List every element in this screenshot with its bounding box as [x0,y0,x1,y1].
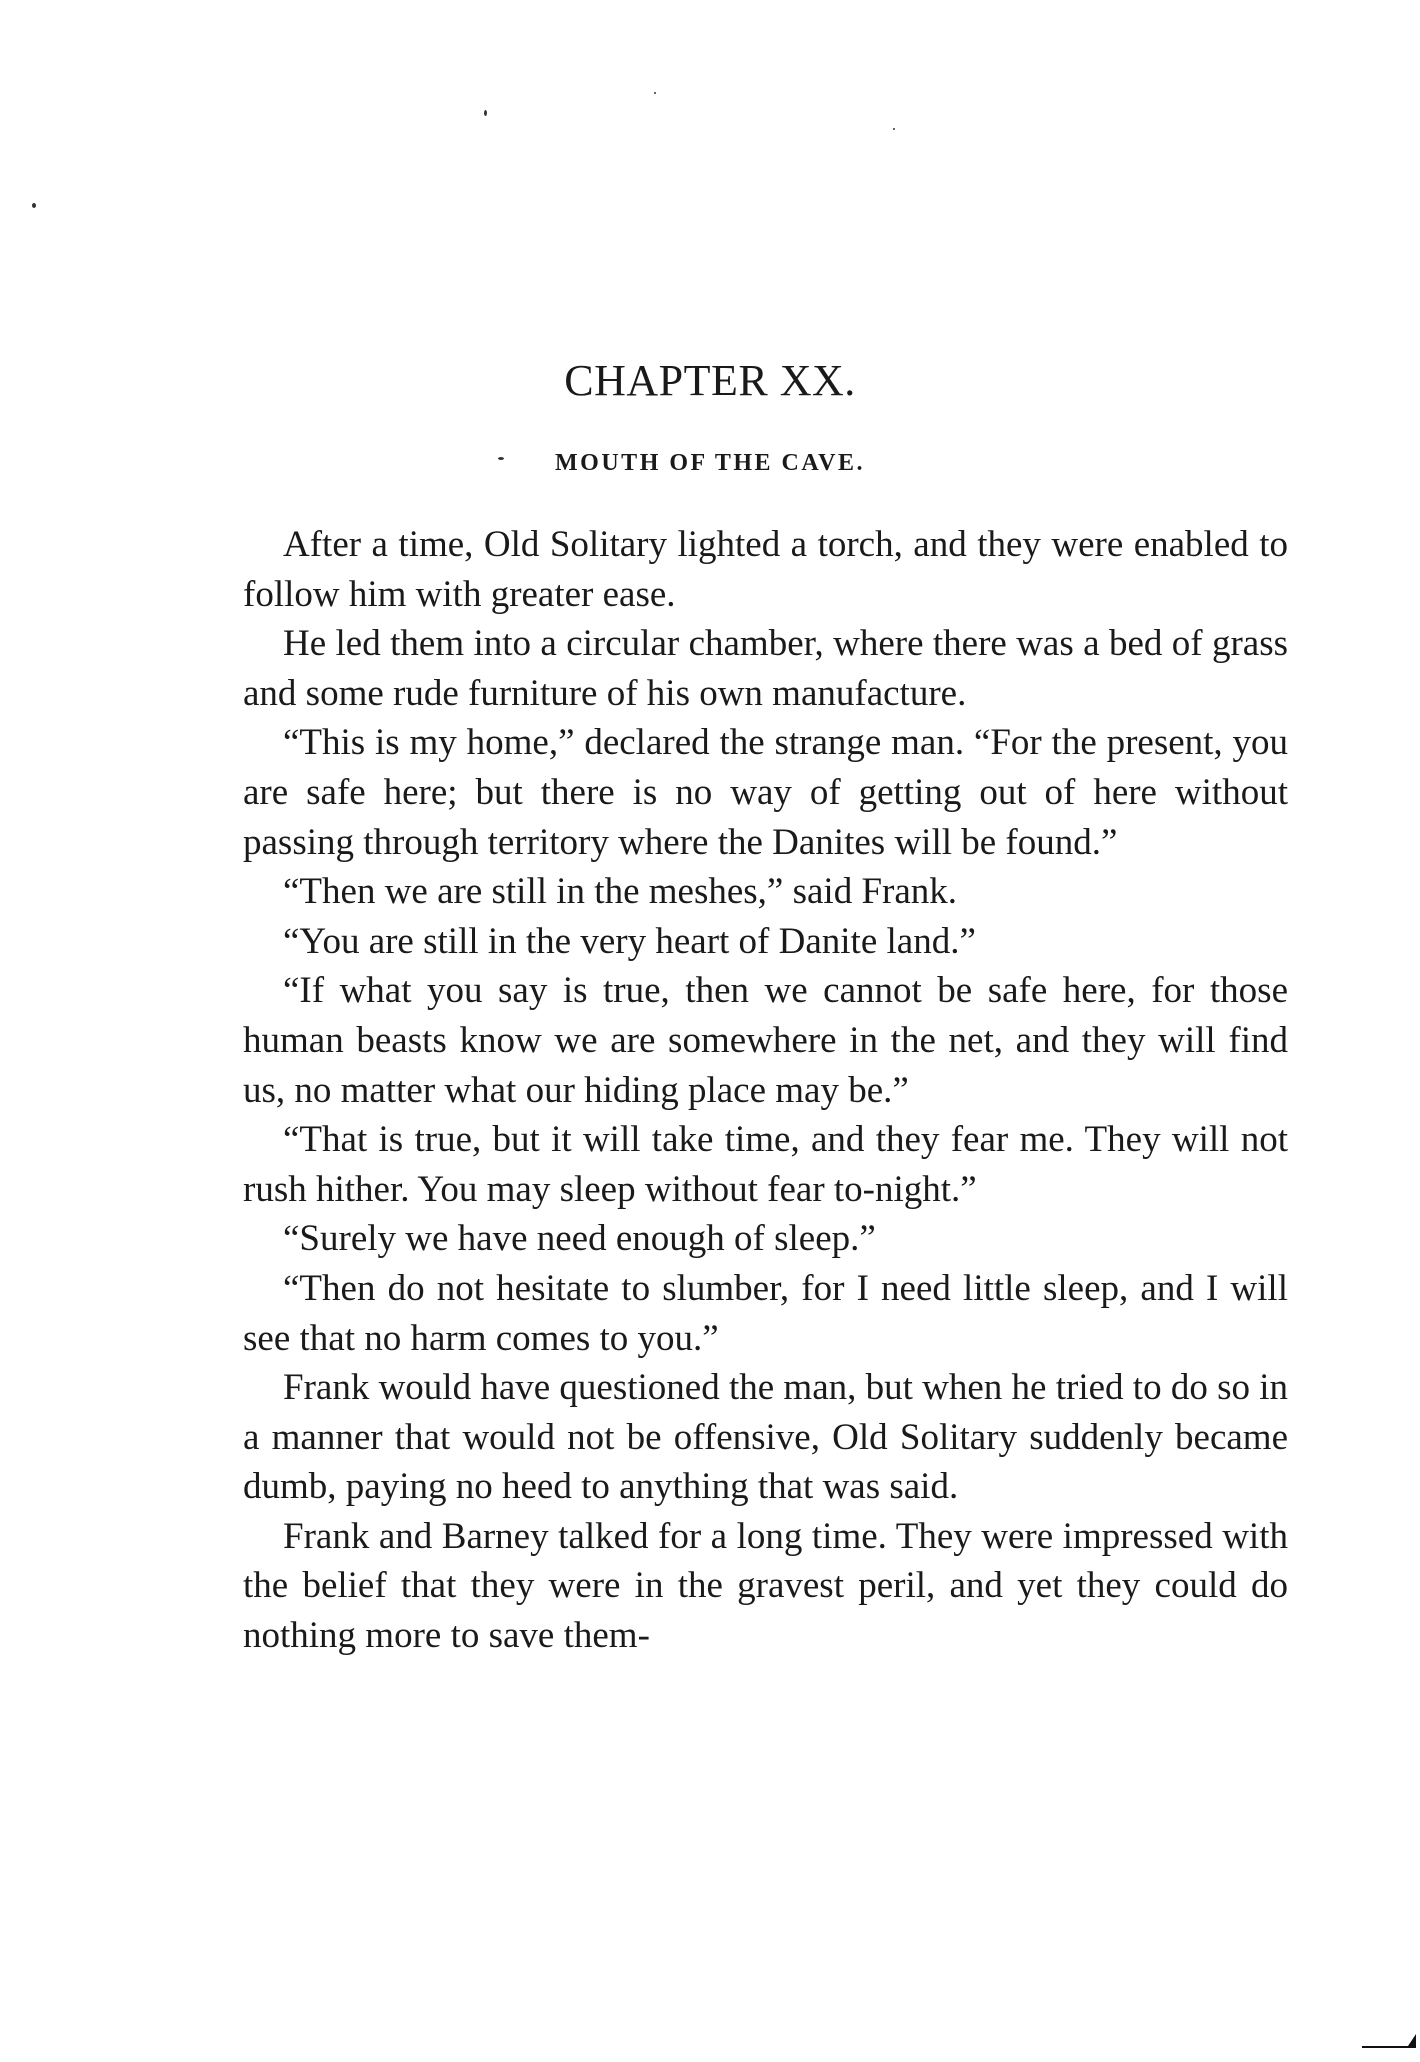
ink-speck [32,203,36,208]
page-corner-mark [1360,2030,1420,2050]
ink-speck [484,110,487,116]
ink-speck [893,128,895,130]
paragraph: “That is true, but it will take time, and they fear me. They will not rush hither. You may sleep without fear to-night.” [243,1119,1288,1210]
paragraph: “Then we are still in the meshes,” said Frank. [283,871,958,913]
chapter-body [243,520,1288,1661]
paragraph: “This is my home,” declared the strange man. “For the present, you are safe here; but there is no way of getting out of here without passing through territory where the Danites will be found.” [243,722,1288,863]
paragraph: Frank would have questioned the man, but when he tried to do so in a manner that would not be offensive, Old Solitary suddenly became dumb, paying no heed to anything that was said. [243,1367,1288,1508]
paragraph: “You are still in the very heart of Danite land.” [283,920,976,962]
paragraph: He led them into a circular chamber, where there was a bed of grass and some rude furniture of his own manufacture. [243,623,1288,714]
paragraph: Frank and Barney talked for a long time. They were impressed with the belief that they were in the gravest peril, and yet they could do nothing more to save them- [243,1515,1288,1657]
paragraph: “Surely we have need enough of sleep.” [283,1218,876,1260]
ink-speck [654,92,656,94]
paragraph: “Then do not hesitate to slumber, for I need little sleep, and I will see that no harm comes to you.” [243,1267,1288,1359]
paragraph: After a time, Old Solitary lighted a torch, and they were enabled to follow him with greater ease. [243,524,1288,615]
paragraph: “If what you say is true, then we cannot be safe here, for those human beasts know we are somewhere in the net, and they will find us, no matter what our hiding place may be.” [243,970,1288,1111]
chapter-subtitle: MOUTH OF THE CAVE. [555,450,865,476]
chapter-title: CHAPTER XX. [564,356,856,405]
